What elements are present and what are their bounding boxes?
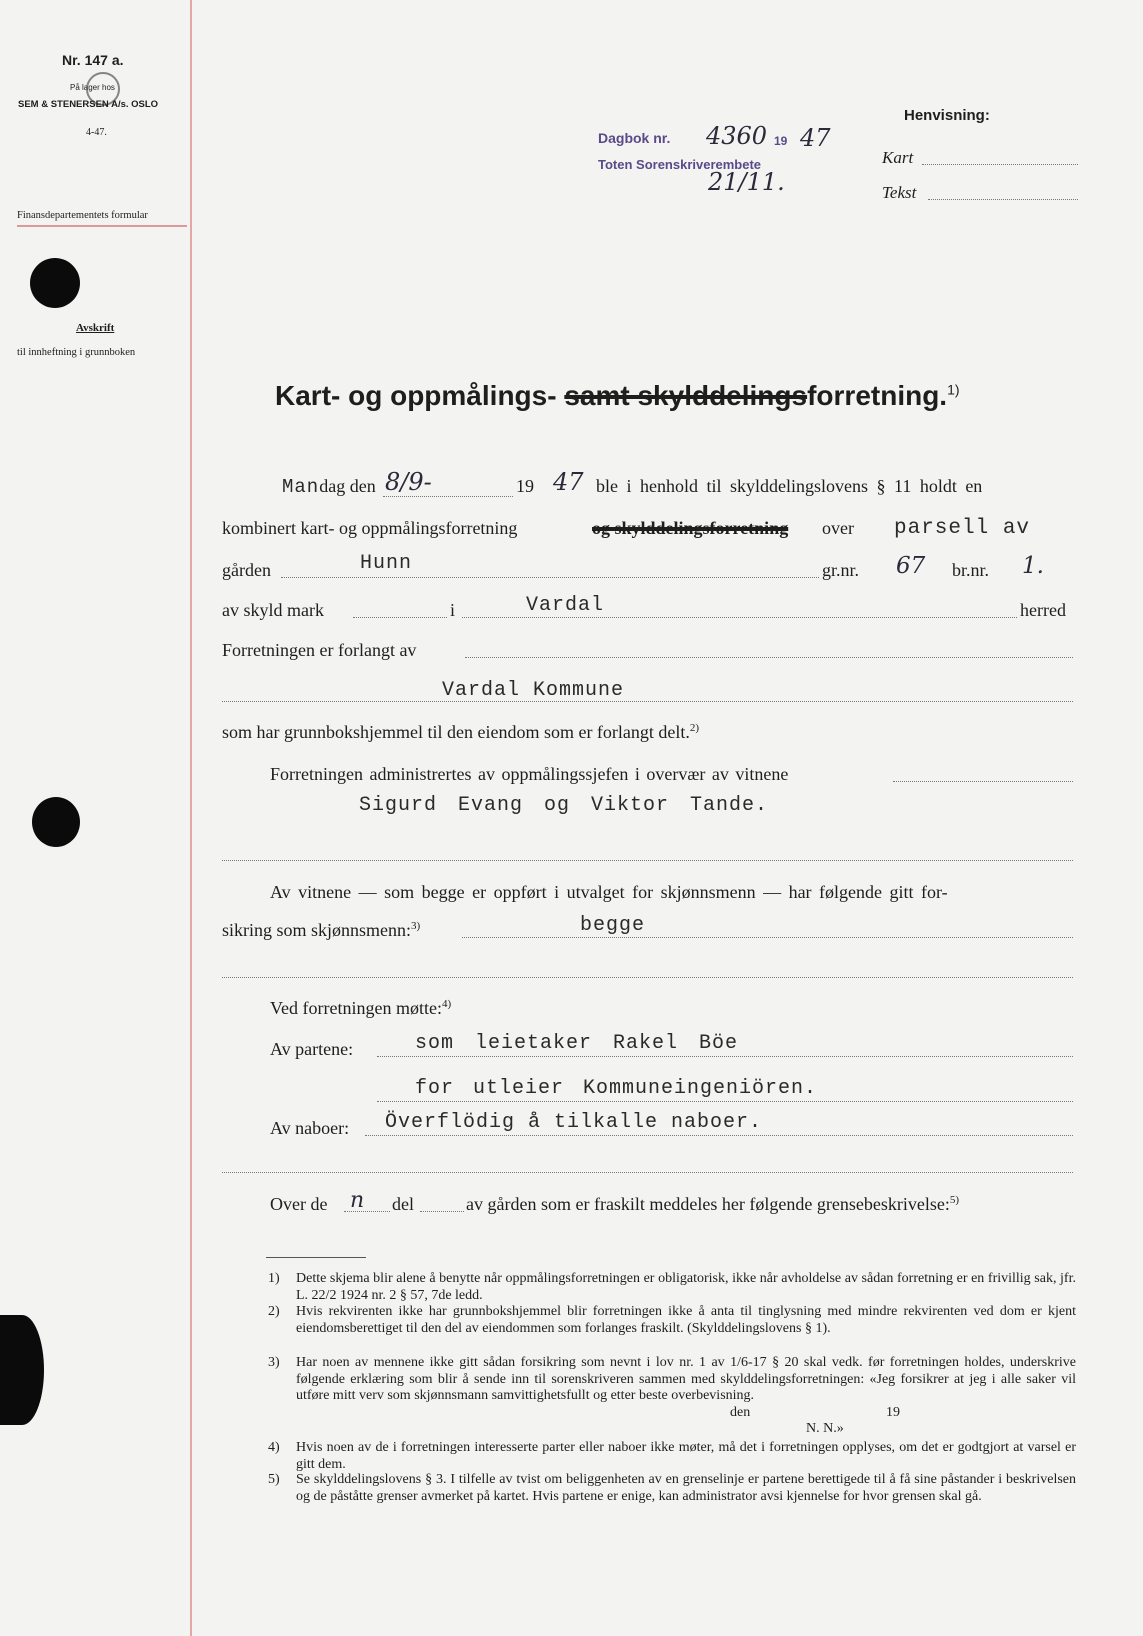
line2-end: over: [822, 518, 854, 538]
year-prefix: 19: [516, 476, 534, 496]
footnote-1: [268, 1271, 1076, 1304]
skyld-i: i: [450, 600, 456, 620]
over-field: [344, 1211, 390, 1212]
requested-field-2: [222, 701, 1073, 702]
footnote-text: Har noen av mennene ikke gitt sådan forsikring som nevnt i lov nr. 1 av 1/6-17 § 20 skal vedk. før forretningen holdes, underskrive følgende erklæring som blir å sende inn til sorenskriveren sammen med skylddelingsforretningen: «Jeg forsikrer at jeg i alle saker vil utføre mitt verv som skjønnsmann samvittighetsfullt og etter beste overbevisning.: [296, 1355, 1076, 1403]
attended-mark: 4): [441, 998, 452, 1010]
footnote-text: Se skylddelingslovens § 3. I tilfelle av tvist om beliggenheten av en grenselinje er partene berettigede til å få sine påstander i beskrivelsen og de påståtte grenser avmerket på kartet. Hvis partene er enige, kan administrator avsi kjennelse for hvor grensen skal gå.: [296, 1472, 1076, 1504]
admin-field: [893, 781, 1073, 782]
diary-stamp: [598, 130, 670, 148]
footnote-mark: 2): [268, 1304, 280, 1319]
footnote-mark: 4): [268, 1440, 280, 1455]
footnote-text: Hvis noen av de i forretningen interesserte parter eller naboer ikke møter, må det i forretningen opplyses, om det er godtgjort at varsel er gitt dem.: [296, 1440, 1076, 1472]
line2-start: kombinert kart- og oppmålingsforretning: [222, 518, 518, 538]
punch-hole: [30, 258, 80, 308]
farm-name: Hunn: [360, 552, 413, 575]
text-field: [928, 199, 1078, 200]
title-struck: samt skylddelings: [564, 380, 808, 411]
title-part1: Kart- og oppmålings-: [275, 380, 557, 411]
weekday-rest: dag den: [319, 476, 376, 496]
diary-year-prefix: 19: [774, 134, 788, 148]
footnote-mark: 1): [268, 1271, 280, 1286]
assurance-text2: sikring som skjønnsmenn:: [222, 920, 412, 940]
stamp-date: 21/11.: [708, 168, 785, 196]
over-mark: 5): [949, 1194, 959, 1206]
municipality-field: [462, 617, 1017, 618]
neighbours-field: [365, 1135, 1073, 1136]
farm-label: gården: [222, 560, 271, 580]
document-title: [275, 380, 960, 412]
copy-purpose: til innheftning i grunnboken: [17, 347, 136, 358]
diary-number: 4360: [706, 122, 768, 150]
witnesses-field-2: [222, 860, 1073, 861]
footnote3-year: 19: [886, 1405, 900, 1420]
assurance-text1: Av vitnene — som begge er oppført i utvalget for skjønnsmenn — har følgende gitt for-: [270, 882, 948, 902]
sidebar-divider: [17, 225, 187, 227]
hjemmel-line: [222, 722, 699, 743]
attended-label: Ved forretningen møtte:: [270, 998, 442, 1018]
footnote-mark: 5): [268, 1472, 280, 1487]
over-rest-line: [466, 1194, 959, 1215]
text-label: Tekst: [882, 183, 917, 202]
del-field: [420, 1211, 464, 1212]
punch-hole: [0, 1315, 44, 1425]
skyld-field: [353, 617, 447, 618]
assurance-field: [462, 937, 1073, 938]
publisher-line2: SEM & STENERSEN A/s. OSLO: [18, 99, 159, 110]
weekday-prefix: Man: [282, 476, 320, 498]
gnr-label: gr.nr.: [822, 560, 860, 580]
party1-value: som leietaker Rakel Böe: [415, 1032, 739, 1055]
footnote-divider: [266, 1257, 366, 1258]
over-label: Over de: [270, 1194, 328, 1214]
footnote-text: Hvis rekvirenten ikke har grunnbokshjemmel blir forretningen ikke å anta til tinglysning med mindre rekvirenten ved dom er kjent eiendomsberettiget til den del av eiendommen som forlanges fraskilt. (Skylddelingslovens § 1).: [296, 1304, 1076, 1336]
footnote-2: [268, 1304, 1076, 1354]
diary-year: 47: [800, 124, 831, 152]
footnote-text: Dette skjema blir alene å benytte når oppmålingsforretningen er obligatorisk, ikke når avholdelse av sådan forretning er en frivillig sak, jfr. L. 22/2 1924 nr. 2 § 57, 7de ledd.: [296, 1271, 1076, 1303]
margin-rule: [190, 0, 192, 1636]
copy-label: Avskrift: [76, 322, 115, 334]
footnote-5: [268, 1472, 1076, 1522]
office-name: Toten Sorenskriverembete: [598, 157, 762, 172]
diary-label: Dagbok nr.: [598, 130, 671, 146]
neighbours-label: Av naboer:: [270, 1118, 350, 1138]
punch-hole: [32, 797, 80, 847]
over-rest: av gården som er fraskilt meddeles her følgende grensebeskrivelse:: [466, 1194, 950, 1214]
parties-label: Av partene:: [270, 1039, 354, 1059]
del-label: del: [392, 1194, 414, 1214]
party2-value: for utleier Kommuneingeniören.: [415, 1077, 818, 1100]
neighbours-value: Överflödig å tilkalle naboer.: [385, 1111, 763, 1134]
line2-struck: og skylddelingsforretning: [592, 518, 789, 538]
footnote-3: [268, 1355, 1076, 1421]
requested-by: Vardal Kommune: [442, 679, 625, 702]
assurance-line2: [222, 920, 420, 941]
assurance-value: begge: [580, 914, 646, 937]
over-value: n: [350, 1188, 365, 1213]
hjemmel-text: som har grunnbokshjemmel til den eiendom som er forlangt delt.: [222, 722, 690, 742]
municipality-value: Vardal: [526, 594, 605, 617]
witnesses-value: Sigurd Evang og Viktor Tande.: [359, 794, 769, 817]
herred-label: herred: [1020, 600, 1066, 620]
map-label: Kart: [882, 148, 914, 167]
footnote3-signature: N. N.»: [806, 1421, 844, 1436]
reference-heading: Henvisning:: [904, 107, 990, 124]
intro-line: [282, 476, 376, 498]
date-value: 8/9-: [385, 468, 432, 496]
farm-field: [281, 577, 819, 578]
date-field: [383, 496, 513, 497]
form-number: Nr. 147 a.: [62, 52, 124, 68]
year-value: 47: [553, 468, 584, 496]
assurance-mark: 3): [411, 920, 421, 932]
assurance-field-2: [222, 977, 1073, 978]
footnote-4: [268, 1440, 1076, 1473]
print-date: 4-47.: [86, 127, 107, 138]
attended-line: [270, 998, 451, 1019]
title-footnote-mark: 1): [947, 381, 960, 398]
intro-rest: ble i henhold til skylddelingslovens § 11 holdt en: [596, 476, 983, 496]
gnr-value: 67: [896, 553, 926, 579]
footnote-mark: 3): [268, 1355, 280, 1370]
requested-label: Forretningen er forlangt av: [222, 640, 417, 660]
map-field: [922, 164, 1078, 165]
party2-field: [377, 1101, 1073, 1102]
footnote3-den: den: [730, 1405, 751, 1420]
bnr-value: 1.: [1022, 553, 1044, 579]
hjemmel-mark: 2): [689, 722, 700, 734]
object-value: parsell av: [894, 517, 1031, 540]
skyld-label: av skyld mark: [222, 600, 324, 620]
requested-field: [465, 657, 1073, 658]
admin-text: Forretningen administrertes av oppmålingssjefen i overvær av vitnene: [270, 764, 789, 784]
bnr-label: br.nr.: [952, 560, 990, 580]
form-owner: Finansdepartementets formular: [17, 210, 148, 221]
title-part2: forretning.: [807, 380, 948, 411]
neighbours-field-2: [222, 1172, 1073, 1173]
publisher-line1: På lager hos: [70, 83, 115, 92]
party1-field: [377, 1056, 1073, 1057]
